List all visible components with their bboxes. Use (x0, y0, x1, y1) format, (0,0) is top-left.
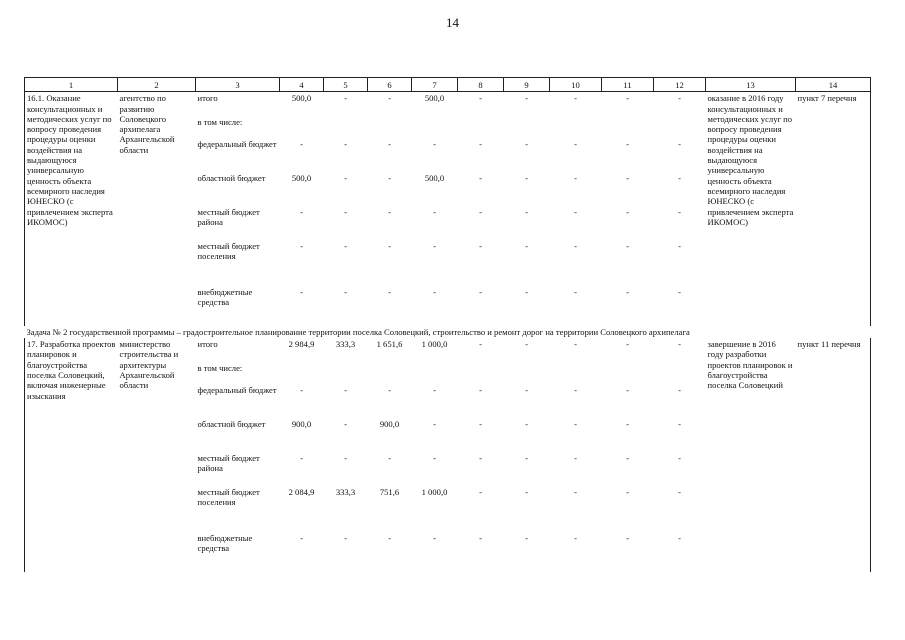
funding-source-cell: итого (197, 339, 218, 350)
value-cell-col12: - (678, 385, 681, 396)
value-cell-col4: - (300, 533, 303, 544)
value-cell-col9 (504, 362, 550, 384)
value-cell-col6: 900,0 (379, 419, 400, 430)
column-header-1: 1 (25, 78, 118, 92)
value-cell-col8 (458, 116, 504, 138)
value-cell-col7: - (433, 240, 436, 251)
value-cell-col7: - (433, 533, 436, 544)
value-cell-col7: 500,0 (424, 93, 445, 104)
value-cell-col7: - (433, 138, 436, 149)
value-cell-col8: - (479, 206, 482, 217)
value-cell-col6: 751,6 (379, 487, 400, 498)
value-cell-col7: - (433, 419, 436, 430)
value-cell-col4: 500,0 (291, 172, 312, 183)
value-cell-col6: - (388, 533, 391, 544)
value-cell-col12: - (678, 453, 681, 464)
column-header-14: 14 (796, 78, 871, 92)
value-cell-col5 (324, 362, 368, 384)
value-cell-col7: 500,0 (424, 172, 445, 183)
funding-source-cell: местный бюджет района (197, 453, 260, 474)
value-cell-col10 (550, 362, 602, 384)
value-cell-col8 (458, 362, 504, 384)
value-cell-col12: - (678, 339, 681, 350)
value-cell-col9: - (525, 240, 528, 251)
link-cell: пункт 7 перечня (796, 92, 871, 326)
value-cell-col6: - (388, 240, 391, 251)
result-cell: завершение в 2016 году разработки проектов планировок и благоустройства поселка Соловецкий (707, 339, 793, 391)
value-cell-col11: - (626, 487, 629, 498)
page-number: 14 (446, 15, 459, 30)
value-cell-col9: - (525, 385, 528, 396)
value-cell-col5: - (344, 533, 347, 544)
funding-source-cell: федеральный бюджет (197, 385, 277, 396)
column-header-row (25, 78, 871, 92)
value-cell-col5: 333,3 (335, 339, 356, 350)
value-cell-col6: - (388, 206, 391, 217)
value-cell-col9: - (525, 172, 528, 183)
value-cell-col6: - (388, 453, 391, 464)
value-cell-col7: - (433, 286, 436, 297)
table-row (25, 92, 871, 116)
value-cell-col11: - (626, 240, 629, 251)
value-cell-col11: - (626, 286, 629, 297)
column-header-8: 8 (458, 78, 504, 92)
value-cell-col5: - (344, 419, 347, 430)
value-cell-col11 (602, 362, 654, 384)
value-cell-col8: - (479, 93, 482, 104)
value-cell-col8: - (479, 240, 482, 251)
table-row (25, 338, 871, 362)
funding-source-cell: в том числе: (197, 116, 243, 127)
executor-cell: агентство по развитию Соловецкого архипелага Архангельской области (119, 93, 175, 155)
column-header-11: 11 (602, 78, 654, 92)
value-cell-col4: - (300, 206, 303, 217)
value-cell-col11: - (626, 93, 629, 104)
value-cell-col5: - (344, 93, 347, 104)
value-cell-col5: - (344, 206, 347, 217)
value-cell-col7: - (433, 206, 436, 217)
value-cell-col7 (412, 362, 458, 384)
value-cell-col11: - (626, 453, 629, 464)
value-cell-col4: 500,0 (291, 93, 312, 104)
value-cell-col8: - (479, 339, 482, 350)
value-cell-col12: - (678, 240, 681, 251)
value-cell-col6 (368, 362, 412, 384)
value-cell-col9: - (525, 533, 528, 544)
funding-source-cell: местный бюджет поселения (197, 240, 260, 262)
value-cell-col5: - (344, 240, 347, 251)
value-cell-col9: - (525, 339, 528, 350)
value-cell-col7: 1 000,0 (421, 339, 448, 350)
value-cell-col12: - (678, 286, 681, 297)
executor-cell: министерство строительства и архитектуры Архангельской области (119, 339, 179, 391)
value-cell-col11: - (626, 339, 629, 350)
value-cell-col10 (550, 116, 602, 138)
value-cell-col10: - (574, 453, 577, 464)
value-cell-col9: - (525, 93, 528, 104)
column-header-12: 12 (654, 78, 706, 92)
value-cell-col4 (280, 116, 324, 138)
value-cell-col12: - (678, 487, 681, 498)
value-cell-col10: - (574, 138, 577, 149)
value-cell-col5: - (344, 385, 347, 396)
value-cell-col10: - (574, 172, 577, 183)
value-cell-col7: 1 000,0 (421, 487, 448, 498)
value-cell-col10: - (574, 339, 577, 350)
column-header-13: 13 (706, 78, 796, 92)
value-cell-col7: - (433, 453, 436, 464)
value-cell-col8: - (479, 453, 482, 464)
program-table (24, 77, 871, 572)
value-cell-col8: - (479, 533, 482, 544)
value-cell-col11: - (626, 206, 629, 217)
value-cell-col4: - (300, 453, 303, 464)
column-header-4: 4 (280, 78, 324, 92)
value-cell-col6: - (388, 172, 391, 183)
value-cell-col10: - (574, 385, 577, 396)
funding-source-cell: итого (197, 93, 218, 104)
task-heading-row (25, 326, 871, 338)
value-cell-col9: - (525, 419, 528, 430)
value-cell-col10: - (574, 419, 577, 430)
value-cell-col6: - (388, 138, 391, 149)
value-cell-col6: 1 651,6 (376, 339, 403, 350)
column-header-3: 3 (196, 78, 280, 92)
value-cell-col7 (412, 116, 458, 138)
funding-source-cell: в том числе: (197, 363, 243, 374)
column-header-9: 9 (504, 78, 550, 92)
value-cell-col5: - (344, 172, 347, 183)
value-cell-col9: - (525, 138, 528, 149)
funding-source-cell: местный бюджет поселения (197, 487, 260, 508)
value-cell-col10: - (574, 206, 577, 217)
value-cell-col6: - (388, 93, 391, 104)
value-cell-col6: - (388, 385, 391, 396)
value-cell-col11: - (626, 385, 629, 396)
value-cell-col8: - (479, 385, 482, 396)
value-cell-col12: - (678, 419, 681, 430)
value-cell-col9: - (525, 286, 528, 297)
value-cell-col10: - (574, 240, 577, 251)
value-cell-col4: 2 084,9 (288, 487, 315, 498)
value-cell-col9: - (525, 206, 528, 217)
value-cell-col5 (324, 116, 368, 138)
value-cell-col11: - (626, 419, 629, 430)
event-cell: 16.1. Оказание консультационных и методических услуг по вопросу проведения процедуры оценки воздействия на выдающуюся универсальную ценность объекта всемирного наследия ЮНЕСКО (с привлечением эксперта ИКОМОС) (25, 92, 118, 326)
value-cell-col11: - (626, 533, 629, 544)
value-cell-col10: - (574, 93, 577, 104)
value-cell-col8: - (479, 286, 482, 297)
funding-source-cell: областной бюджет (197, 419, 266, 430)
result-cell: оказание в 2016 году консультационных и методических услуг по вопросу проведения процедуры оценки воздействия на выдающуюся универсальную ценность объекта всемирного наследия ЮНЕСКО (с привлечением эксперта ИКОМОС) (707, 93, 794, 227)
funding-source-cell: областной бюджет (197, 172, 266, 183)
value-cell-col6: - (388, 286, 391, 297)
value-cell-col11 (602, 116, 654, 138)
funding-source-cell: местный бюджет района (197, 206, 260, 228)
funding-source-cell: внебюджетные средства (197, 286, 253, 308)
value-cell-col4: - (300, 138, 303, 149)
value-cell-col4: - (300, 240, 303, 251)
task-heading: Задача № 2 государственной программы – градостроительное планирование территории поселка Соловецкий, строительство и ремонт дорог на территории Соловецкого архипелага (26, 326, 690, 337)
value-cell-col10: - (574, 286, 577, 297)
column-header-2: 2 (118, 78, 196, 92)
value-cell-col8: - (479, 172, 482, 183)
event-cell: 17. Разработка проектов планировок и благоустройства поселка Соловецкий, включая инженерные изыскания (25, 338, 118, 572)
link-cell: пункт 11 перечня (796, 338, 871, 572)
value-cell-col11: - (626, 172, 629, 183)
value-cell-col9 (504, 116, 550, 138)
value-cell-col5: - (344, 286, 347, 297)
value-cell-col4: 2 984,9 (288, 339, 315, 350)
funding-source-cell: федеральный бюджет (197, 138, 277, 149)
value-cell-col10: - (574, 487, 577, 498)
column-header-5: 5 (324, 78, 368, 92)
funding-source-cell: внебюджетные средства (197, 533, 253, 554)
value-cell-col9: - (525, 487, 528, 498)
value-cell-col12 (654, 116, 706, 138)
value-cell-col5: 333,3 (335, 487, 356, 498)
value-cell-col8: - (479, 138, 482, 149)
value-cell-col5: - (344, 453, 347, 464)
value-cell-col4: 900,0 (291, 419, 312, 430)
value-cell-col12: - (678, 206, 681, 217)
value-cell-col12: - (678, 93, 681, 104)
value-cell-col4: - (300, 385, 303, 396)
value-cell-col6 (368, 116, 412, 138)
value-cell-col9: - (525, 453, 528, 464)
value-cell-col10: - (574, 533, 577, 544)
column-header-7: 7 (412, 78, 458, 92)
value-cell-col12: - (678, 533, 681, 544)
value-cell-col12: - (678, 172, 681, 183)
column-header-10: 10 (550, 78, 602, 92)
value-cell-col4: - (300, 286, 303, 297)
value-cell-col8: - (479, 419, 482, 430)
value-cell-col5: - (344, 138, 347, 149)
column-header-6: 6 (368, 78, 412, 92)
value-cell-col11: - (626, 138, 629, 149)
value-cell-col12: - (678, 138, 681, 149)
value-cell-col4 (280, 362, 324, 384)
value-cell-col12 (654, 362, 706, 384)
value-cell-col8: - (479, 487, 482, 498)
value-cell-col7: - (433, 385, 436, 396)
